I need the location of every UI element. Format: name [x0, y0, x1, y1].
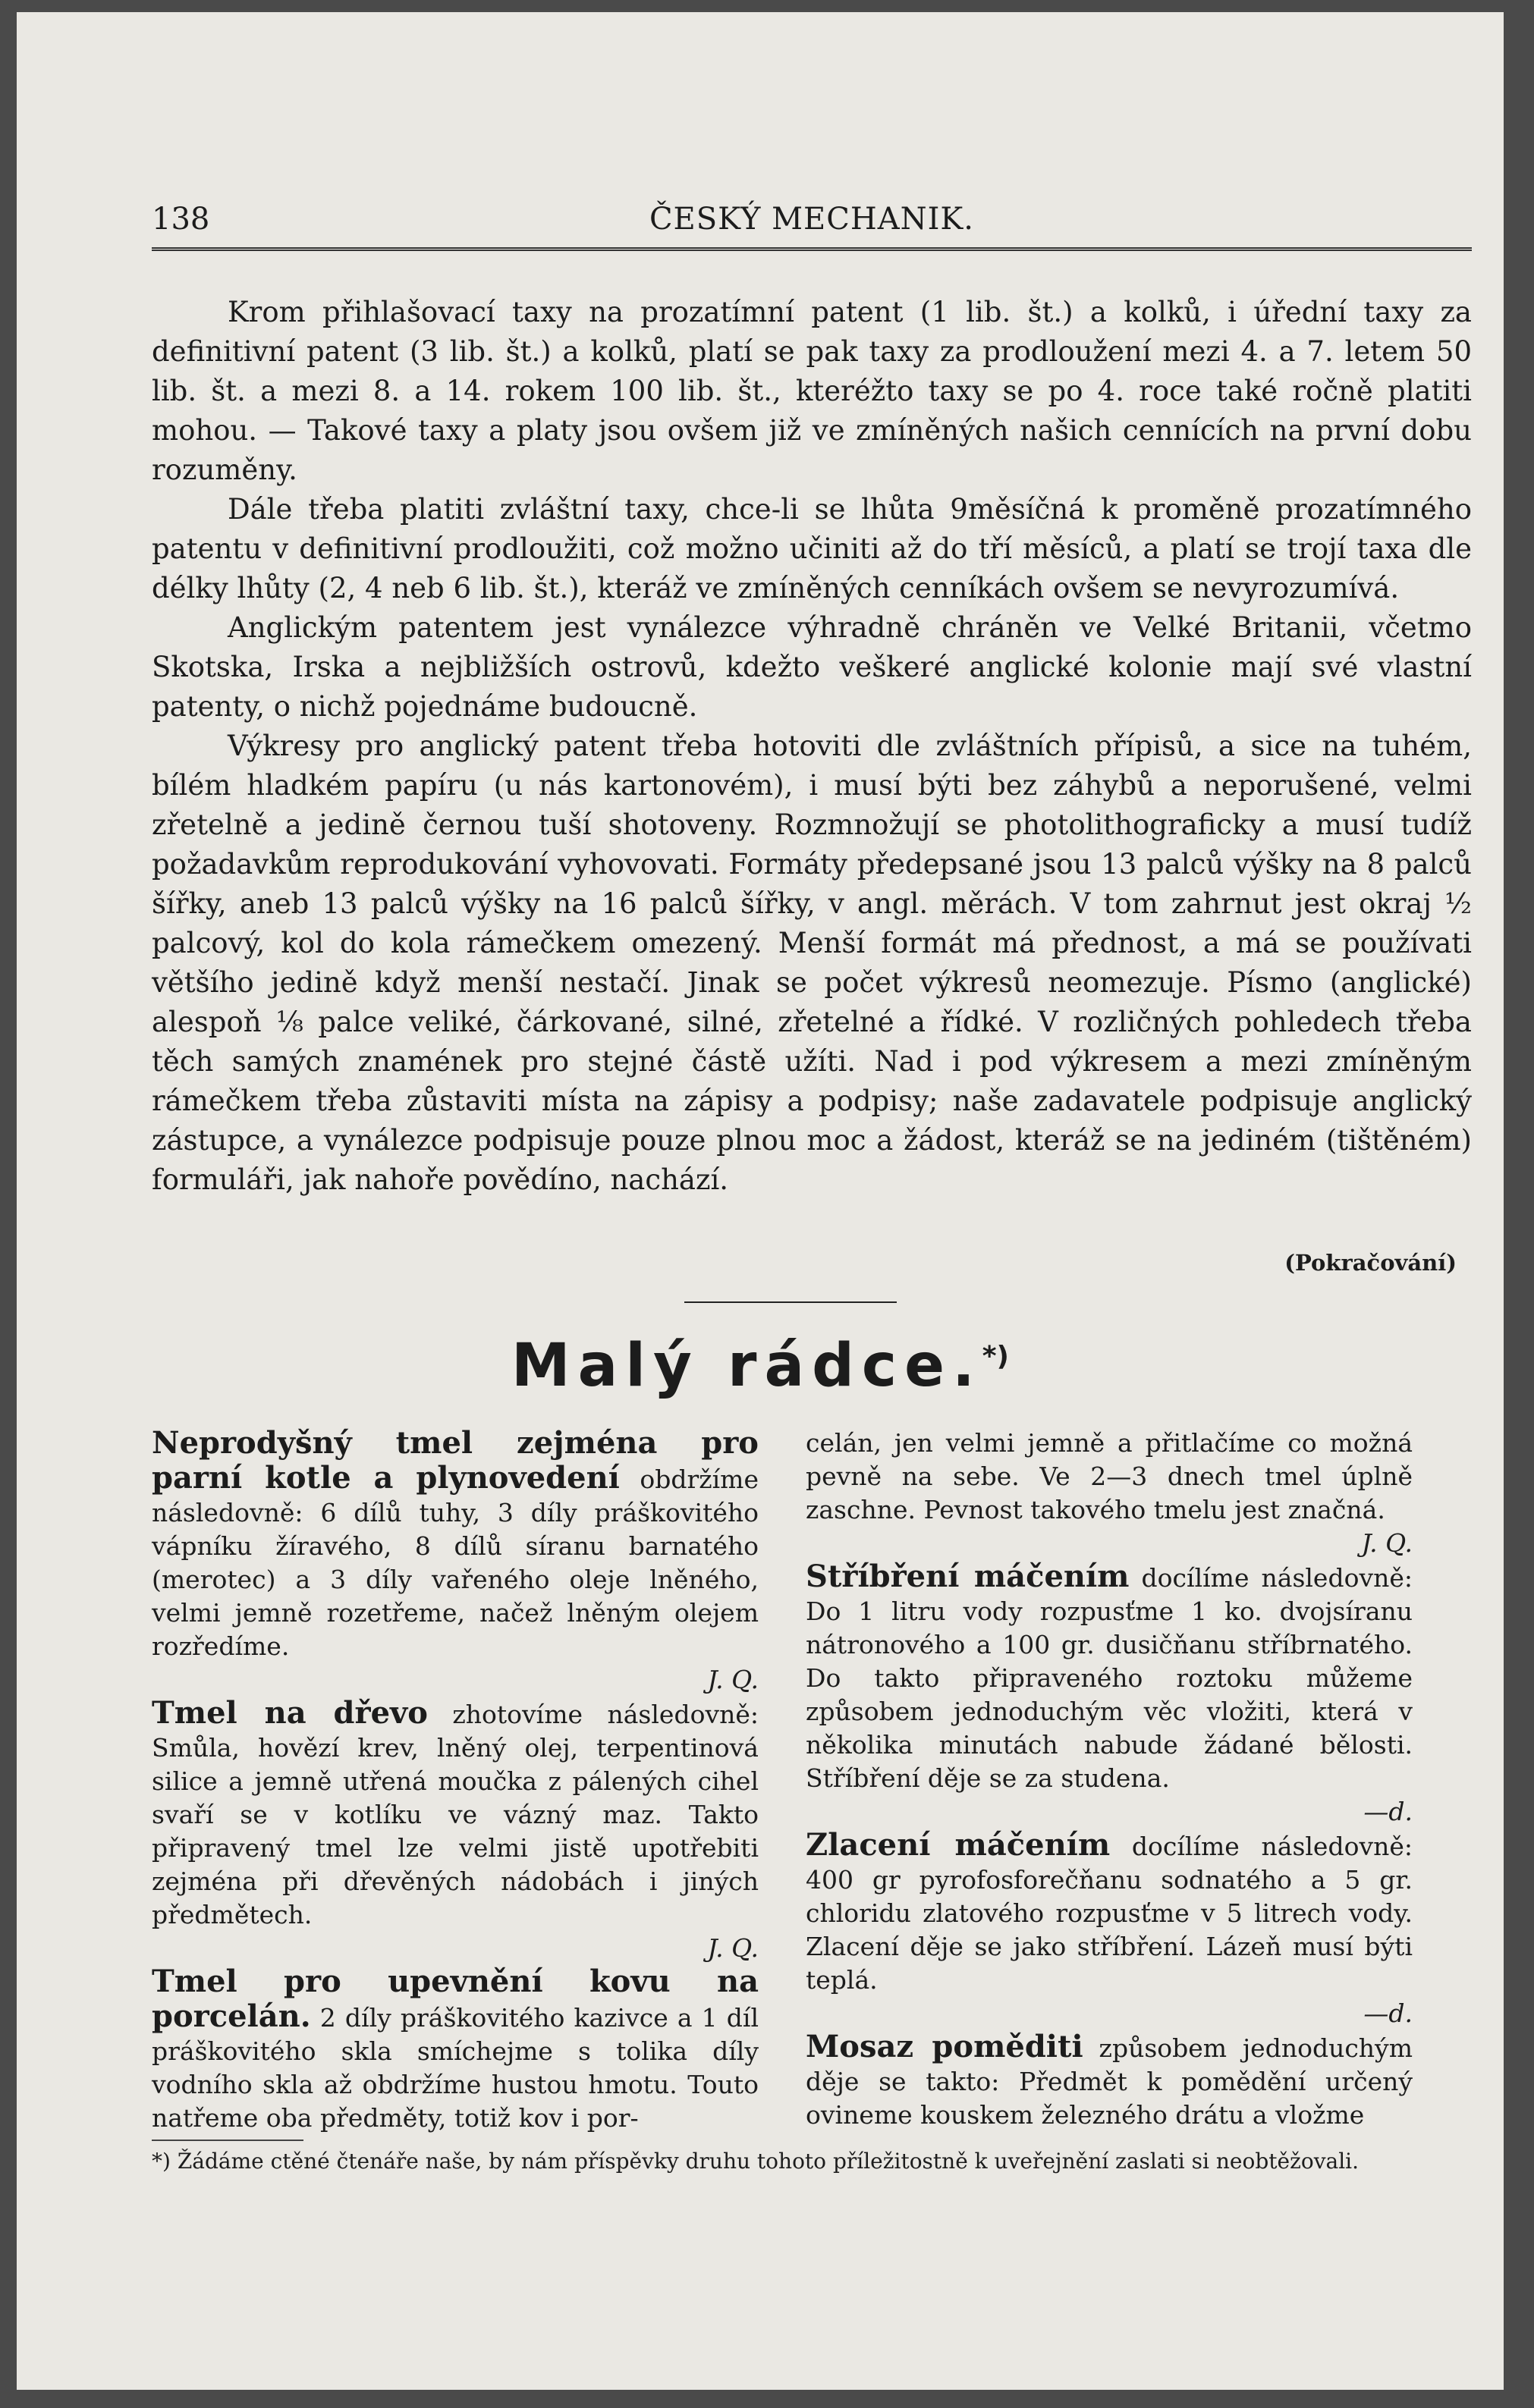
header-rule	[152, 247, 1472, 251]
tip-item	[806, 1427, 1413, 1527]
tip-item	[152, 1697, 759, 1932]
tip-item	[806, 2030, 1413, 2132]
right-column	[806, 1427, 1413, 2136]
article-body	[152, 293, 1472, 1200]
left-column	[152, 1427, 759, 2140]
journal-title: ČESKÝ MECHANIK.	[649, 202, 975, 237]
tip-heading: Tmel na dřevo	[152, 1695, 428, 1731]
tip-text: obdržíme následovně: 6 dílů tuhy, 3 díly práškovitého vápníku žíravého, 8 dílů síranu barnatého (merotec) a 3 díly vařeného oleje lněného, velmi jemně rozetřeme, načež lněným olejem rozředíme.	[152, 1465, 759, 1661]
article-paragraph: Dále třeba platiti zvláštní taxy, chce-li se lhůta 9měsíčná k proměně prozatímného patentu v definitivní prodloužiti, což možno učiniti až do tří měsíců, a platí se trojí taxa dle délky lhůty (2, 4 neb 6 lib. št.), kteráž ve zmíněných cenníkách ovšem se nevyrozumívá.	[152, 493, 1472, 604]
footnote-rule	[152, 2140, 303, 2141]
tip-text: 2 díly práškovitého kazivce a 1 díl práškovitého skla smícheјme s tolika díly vodního skla až obdržíme hustou hmotu. Touto natřeme oba předměty, totiž kov i por-	[152, 2003, 759, 2133]
section-title-text: Malý rádce.	[511, 1332, 982, 1400]
tip-item	[152, 1427, 759, 1663]
article-paragraph: Výkresy pro anglický patent třeba hotoviti dle zvláštních přípisů, a sice na tuhém, bílém hladkém papíru (u nás kartonovém), i musí býti bez záhybů a neporušené, velmi zřetelně a jedině černou tuší shotoveny. Rozmnožují se photolithograficky a musí tudíž požadavkům reprodukování vyhovovati. Formáty předepsané jsou 13 palců výšky na 8 palců šířky, aneb 13 palců výšky na 16 palců šířky, v angl. měrách. V tom zahrnut jest okraj ½ palcový, kol do kola rámečkem omezený. Menší formát má přednost, a má se používati většího jedině když menší nestačí. Jinak se počet výkresů neomezuje. Písmo (anglické) alespoň ⅛ palce veliké, čárkované, silné, zřetelné a řídké. V rozličných pohledech třeba těch samých znamének pro stejné částě užíti. Nad i pod výkresem a mezi zmíněným rámečkem třeba zůstaviti místa na zápisy a podpisy; naše zadavatele podpisuje anglický zástupce, a vynálezce podpisuje pouze plnou moc a žádost, kteráž se na jediném (tištěném) formuláři, jak nahoře povědíno, nachází.	[152, 730, 1472, 1196]
tip-signature: —d.	[1363, 1998, 1413, 2028]
tip-heading: Zlacení máčením	[806, 1827, 1111, 1863]
article-paragraph: Anglickým patentem jest vynálezce výhradně chráněn ve Velké Britanii, včetmo Skotska, Irska a nejbližších ostrovů, kdežto veškeré anglické kolonie mají své vlastní patenty, o nichž pojednáme budoucně.	[152, 611, 1472, 723]
tip-item	[806, 1829, 1413, 1997]
article-paragraph: Krom přihlašovací taxy na prozatímní patent (1 lib. št.) a kolků, i úřední taxy za definitivní patent (3 lib. št.) a kolků, platí se pak taxy za prodloužení mezi 4. a 7. letem 50 lib. št. a mezi 8. a 14. rokem 100 lib. št., kteréžto taxy se po 4. roce také ročně platiti mohou. — Takové taxy a platy jsou ovšem již ve zmíněných našich cennících na první dobu rozuměny.	[152, 296, 1472, 486]
tip-signature: J. Q.	[707, 1665, 759, 1694]
tip-text: celán, jen velmi jemně a přitlačíme co možná pevně na sebe. Ve 2—3 dnech tmel úplně zaschne. Pevnost takového tmelu jest značná.	[806, 1428, 1413, 1524]
tip-heading: Stříbření máčením	[806, 1559, 1130, 1594]
tip-text: způsobem jednoduchým děje se takto: Předmět k pomědění určený ovineme kouskem železného drátu a vložme	[806, 2033, 1413, 2130]
tip-item	[152, 1965, 759, 2135]
tip-heading: Mosaz poměditi	[806, 2029, 1083, 2064]
continuation-note: (Pokračování)	[1284, 1250, 1457, 1276]
tip-text: docílíme následovně: Do 1 litru vody rozpusťme 1 ko. dvojsíranu nátronového a 100 gr. dusičňanu stříbrnatého. Do takto připraveného roztoku můžeme způsobem jednoduchým věc vložiti, která v několika minutách nabude žádané bělosti. Stříbření děje se za studena.	[806, 1563, 1413, 1793]
tip-text: zhotovíme následovně: Smůla, hovězí krev, lněný olej, terpentinová silice a jemně utřená moučka z pálených cihel svaří se v kotlíku ve vázný maz. Takto připravený tmel lze velmi jistě upotřebiti zejména při dřevěných nádobách i jiných předmětech.	[152, 1700, 759, 1929]
tip-heading: Neprodyšný tmel zejména pro parní kotle a plynovedení	[152, 1425, 759, 1496]
page-number: 138	[152, 202, 210, 237]
book-page	[17, 12, 1504, 2390]
tip-signature: J. Q.	[1361, 1528, 1413, 1558]
footnote: *) Žádáme ctěné čtenáře naše, by nám příspěvky druhu tohoto příležitostně k uveřejnění zaslati si neobtěžovali.	[152, 2149, 1360, 2174]
footnote-mark: *)	[982, 1341, 1009, 1372]
tip-signature: —d.	[1363, 1797, 1413, 1826]
tip-signature: J. Q.	[707, 1933, 759, 1963]
tip-heading: Tmel pro upevnění kovu na porcelán.	[152, 1964, 759, 2034]
tip-item	[806, 1560, 1413, 1795]
section-divider	[684, 1301, 897, 1303]
page-header	[152, 202, 1472, 247]
section-title	[17, 1332, 1504, 1400]
tip-text: docílíme následovně: 400 gr pyrofosforečňanu sodnatého a 5 gr. chloridu zlatového rozpusťme v 5 litrech vody. Zlacení děje se jako stříbření. Lázeň musí býti teplá.	[806, 1832, 1413, 1995]
